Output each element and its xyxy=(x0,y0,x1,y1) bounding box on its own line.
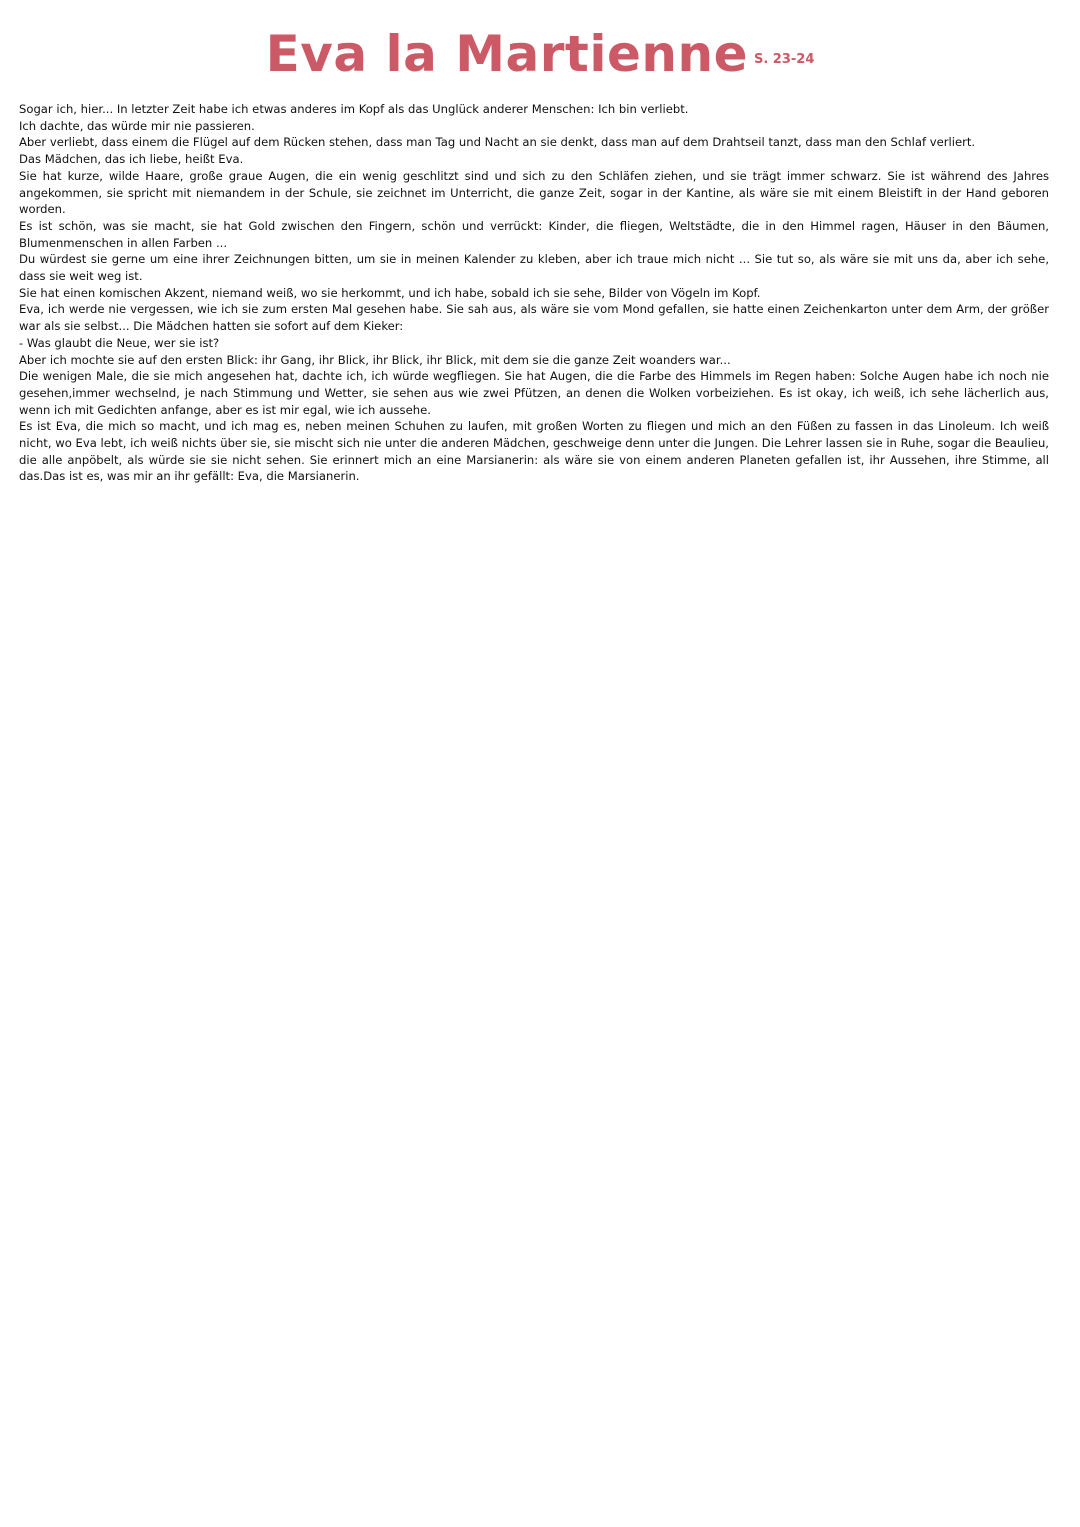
paragraph: Ich dachte, das würde mir nie passieren. xyxy=(19,118,255,133)
paragraph: Es ist Eva, die mich so macht, und ich mag es, neben meinen Schuhen zu laufen, mit großen Worten zu fliegen und mich an den Füßen zu fassen in das Linoleum. Ich weiß nicht, wo Eva lebt, ich weiß nichts über sie, sie mischt sich nie unter die anderen Mädchen, geschweige denn unter die Jungen. Die Lehrer lassen sie in Ruhe, sogar die Beaulieu, die alle anpöbelt, als würde sie sie nicht sehen. Sie erinnert mich an eine Marsianerin: als wäre sie von einem anderen Planeten gefallen ist, ihr Aussehen, ihre Stimme, all das.Das ist es, was mir an ihr gefällt: Eva, die Marsianerin. xyxy=(19,419,1049,484)
title-row xyxy=(0,22,1080,86)
paragraph: Es ist schön, was sie macht, sie hat Gold zwischen den Fingern, schön und verrückt: Kinder, die fliegen, Weltstädte, die in den Himmel ragen, Häuser in den Bäumen, Blumenmenschen in allen Farben ... xyxy=(19,218,1049,250)
paragraph: Du würdest sie gerne um eine ihrer Zeichnungen bitten, um sie in meinen Kalender zu kleben, aber ich traue mich nicht ... Sie tut so, als wäre sie mit uns da, aber ich sehe, dass sie weit weg ist. xyxy=(19,252,1049,284)
paragraph: Sogar ich, hier... In letzter Zeit habe ich etwas anderes im Kopf als das Unglück anderer Menschen: Ich bin verliebt. xyxy=(19,102,689,116)
paragraph: Sie hat einen komischen Akzent, niemand weiß, wo sie herkommt, und ich habe, sobald ich sie sehe, Bilder von Vögeln im Kopf. xyxy=(19,285,761,300)
paragraph: Die wenigen Male, die sie mich angesehen hat, dachte ich, ich würde wegfliegen. Sie hat Augen, die die Farbe des Himmels im Regen haben: Solche Augen habe ich noch nie gesehen,immer wechselnd, je nach Stimmung und Wetter, sie sehen aus wie zwei Pfützen, an denen die Wolken vorbeiziehen. Es ist okay, ich weiß, ich sehe lächerlich aus, wenn ich mit Gedichten anfange, aber es ist mir egal, wie ich aussehe. xyxy=(19,369,1049,417)
body-text xyxy=(19,101,1049,485)
paragraph: Sie hat kurze, wilde Haare, große graue Augen, die ein wenig geschlitzt sind und sich zu den Schläfen ziehen, und sie trägt immer schwarz. Sie ist während des Jahres angekommen, sie spricht mit niemandem in der Schule, sie zeichnet im Unterricht, die ganze Zeit, sogar in der Kantine, als wäre sie mit einem Bleistift in der Hand geboren worden. xyxy=(19,168,1049,217)
paragraph: Das Mädchen, das ich liebe, heißt Eva. xyxy=(19,152,244,167)
paragraph: Aber ich mochte sie auf den ersten Blick: ihr Gang, ihr Blick, ihr Blick, ihr Blick, mit dem sie die ganze Zeit woanders war... xyxy=(19,352,731,367)
paragraph: Eva, ich werde nie vergessen, wie ich sie zum ersten Mal gesehen habe. Sie sah aus, als wäre sie vom Mond gefallen, sie hatte einen Zeichenkarton unter dem Arm, der größer war als sie selbst... Die Mädchen hatten sie sofort auf dem Kieker: xyxy=(19,302,1049,334)
paragraph: Aber verliebt, dass einem die Flügel auf dem Rücken stehen, dass man Tag und Nacht an sie denkt, dass man auf dem Drahtseil tanzt, dass man den Schlaf verliert. xyxy=(19,135,976,150)
page-title: Eva la Martienne xyxy=(265,25,748,83)
paragraph: - Was glaubt die Neue, wer sie ist? xyxy=(19,335,220,350)
page-reference: S. 23-24 xyxy=(753,52,815,67)
